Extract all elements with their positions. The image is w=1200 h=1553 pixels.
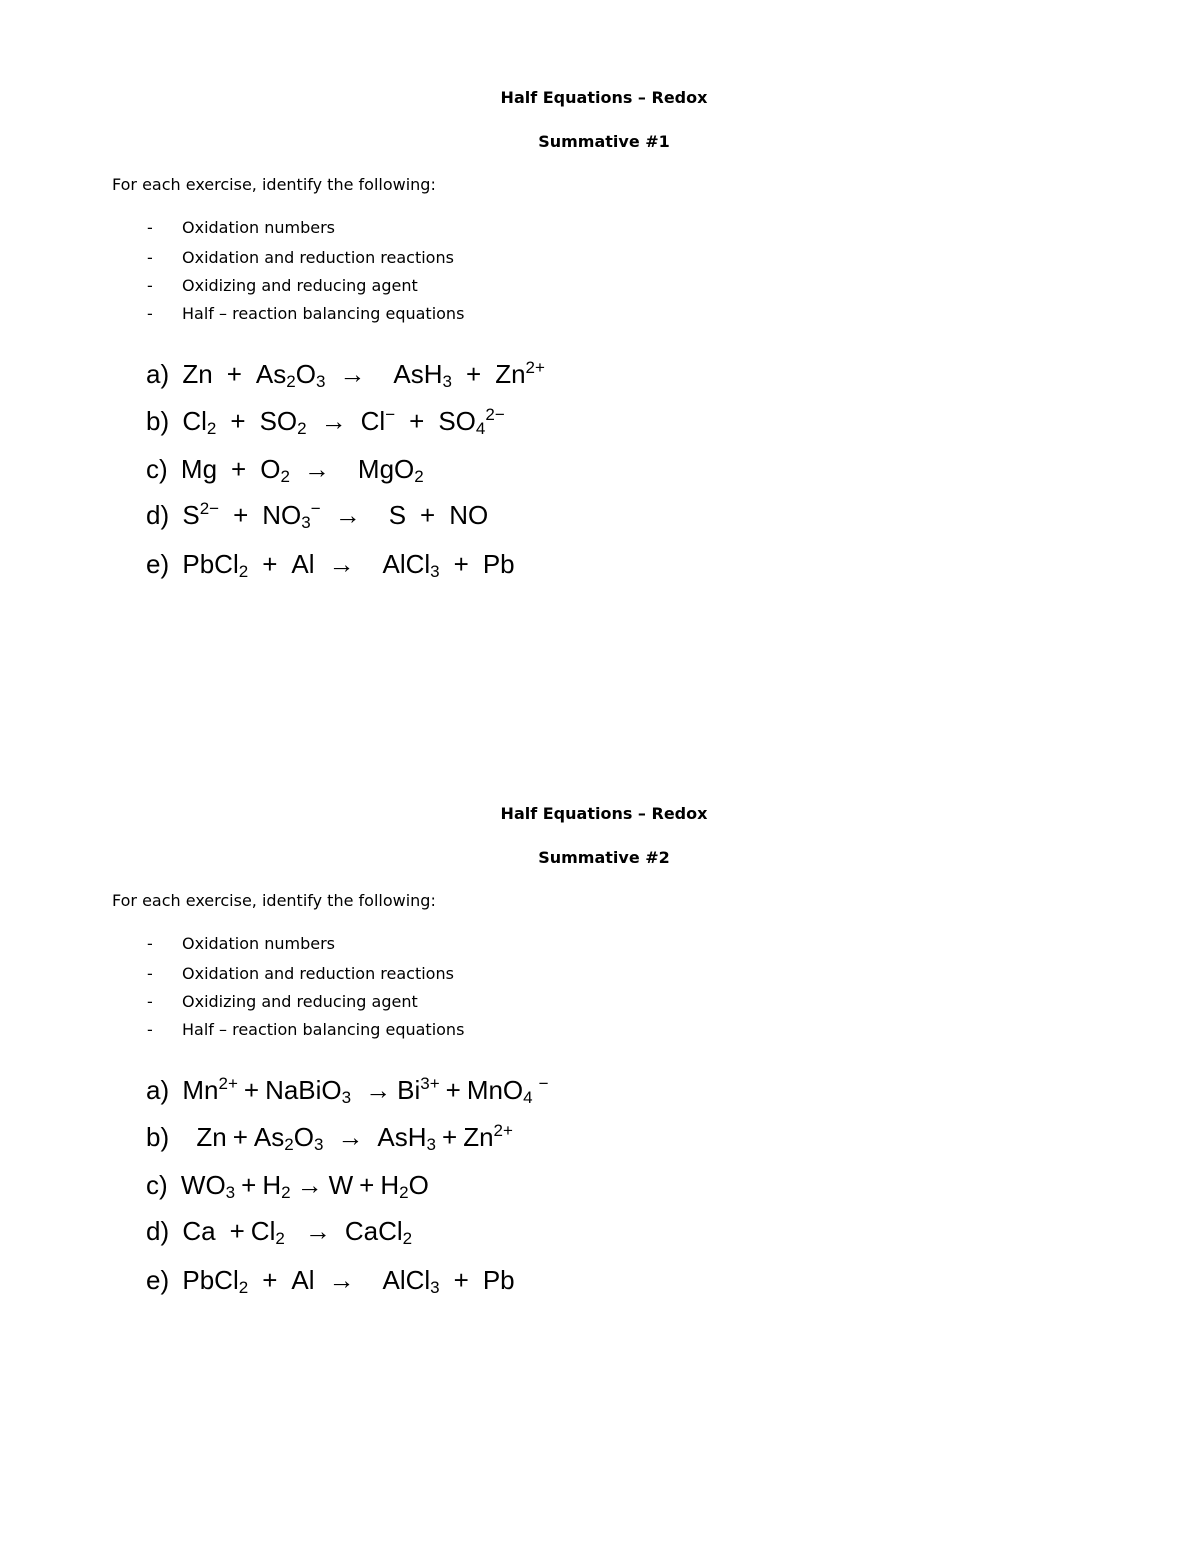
equation-c: c) $Mg + O_2 \to MgO_2$: [146, 454, 424, 486]
equation-d: d) $S^{2-} + NO_3^- \to S$ + NO: [146, 499, 489, 532]
equation-c: c) $WO_3 + H_2 \to W + H_2O$: [146, 1170, 429, 1202]
worksheet-title: Half Equations – Redox: [500, 804, 708, 823]
equation-a: a) $Mn^{2+}$ + NaBiO$_3$ → $Bi^{3+} + MnO_4^-$: [146, 1074, 549, 1107]
worksheet-summative-2: Half Equations – Redox Summative #2 For each exercise, identify the following: - Oxidation numbers - Oxidation and reduction reactions - Oxidizing and reducing agent - Half – reaction balancing equations a) $Mn^{2+}$ + NaBiO$_3$ → $Bi^{3+} + MnO_4^-$ b) $Zn + As_2O_3 \to AsH_3 + Zn^{2+}$ c) $WO_3 + H_2 \to W + H_2O$ d) $Ca + Cl_2$ → CaCl$_2$ e) PbCl$_2$ + Al → AlCl$_3$ + Pb: [0, 716, 1200, 1432]
equation-a: a) $Zn + As_2O_3 \to AsH_3 + Zn^{2+}$: [146, 358, 545, 391]
worksheet-subtitle: Summative #2: [538, 848, 670, 867]
worksheet-subtitle: Summative #1: [538, 132, 670, 151]
worksheet-title: Half Equations – Redox: [500, 88, 708, 107]
equation-b: b) $Zn + As_2O_3 \to AsH_3 + Zn^{2+}$: [146, 1121, 513, 1154]
instructions-text: For each exercise, identify the following:: [112, 891, 436, 910]
instructions-text: For each exercise, identify the following:: [112, 175, 436, 194]
equation-e: e) PbCl$_2$ + Al → AlCl$_3$ + Pb: [146, 1265, 515, 1297]
equation-d: d) $Ca + Cl_2$ → CaCl$_2$: [146, 1216, 413, 1248]
equation-e: e) PbCl$_2$ + Al → AlCl$_3$ + Pb: [146, 549, 515, 581]
worksheet-summative-1: Half Equations – Redox Summative #1 For each exercise, identify the following: - Oxidation numbers - Oxidation and reduction reactions - Oxidizing and reducing agent - Half – reaction balancing equations a) $Zn + As_2O_3 \to AsH_3 + Zn^{2+}$ b) $Cl_2 + SO_2 \to Cl^- + SO_4^{2-}$ c) $Mg + O_2 \to MgO_2$ d) $S^{2-} + NO_3^- \to S$ + NO e) PbCl$_2$ + Al → AlCl$_3$ + Pb: [0, 0, 1200, 716]
equation-b: b) $Cl_2 + SO_2 \to Cl^- + SO_4^{2-}$: [146, 405, 505, 438]
